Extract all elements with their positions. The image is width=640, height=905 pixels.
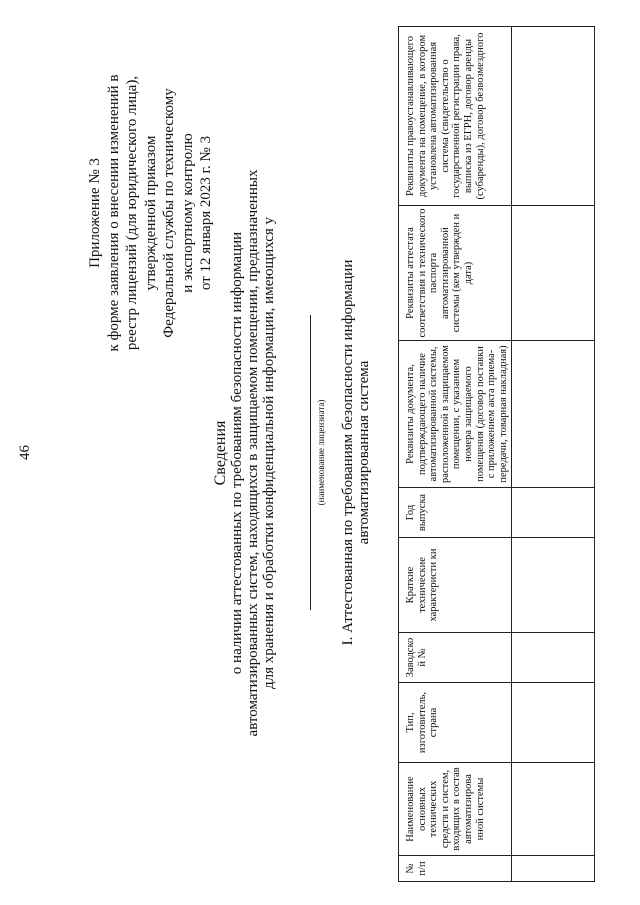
appendix-line: реестр лицензий (для юридического лица),: [124, 75, 140, 351]
table-header-row: [399, 27, 512, 882]
info-line: автоматизированных систем, находящихся в защищаемом помещении, предназначенных: [245, 169, 261, 737]
section-heading: [340, 0, 372, 905]
page-number: 46: [17, 445, 33, 460]
table-cell: [512, 633, 595, 683]
info-line: для хранения и обработки конфиденциальной информации, имеющихся у: [261, 216, 277, 690]
info-block: [213, 93, 277, 813]
section-heading-line: автоматизированная система: [356, 360, 372, 545]
table-cell: [512, 341, 595, 488]
appendix-line: Федеральной службы по техническому: [161, 88, 177, 338]
licensee-name-line: [310, 315, 311, 610]
column-header-ownership-document: Реквизиты документа, подтверждающего наличие автоматизированной системы, расположенной в защищаемом помещении, с указанием номера защищаемого помещения (договор поставки с приложением акта приема-передачи, товарная накладная): [399, 341, 512, 488]
table-cell: [512, 206, 595, 341]
table-cell: [512, 538, 595, 633]
licensee-caption: (наименование лицензиата): [316, 399, 326, 506]
table-cell: [512, 856, 595, 882]
column-header-serial-number: Заводской №: [399, 633, 512, 683]
table-cell: [512, 488, 595, 538]
column-header-number: № п/п: [399, 856, 512, 882]
appendix-line: к форме заявления о внесении изменений в: [105, 74, 122, 352]
column-header-year: Год выпуска: [399, 488, 512, 538]
table-row: [512, 27, 595, 882]
appendix-line: и экспортному контролю: [179, 133, 196, 293]
table-cell: [512, 763, 595, 856]
column-header-type-manufacturer: Тип, изготовитель, страна: [399, 683, 512, 763]
requisites-table: [398, 26, 595, 882]
column-header-premises-document: Реквизиты правоустанавливающего документа на помещение, в котором установлена автоматизированная система (свидетельство о государственной регистрации права, выписка из ЕГРН, договор аренды (субаренды), договор безвозмездного: [399, 27, 512, 206]
appendix-line: от 12 января 2023 г. № 3: [198, 135, 214, 291]
appendix-line: Приложение № 3: [87, 158, 103, 268]
column-header-specifications: Краткие технические характеристи ки: [399, 538, 512, 633]
appendix-line: утвержденной приказом: [142, 135, 159, 291]
column-header-certificate: Реквизиты аттестата соответствия и технического паспорта автоматизированной системы (кем утвержден и дата): [399, 206, 512, 341]
info-line: о наличии аттестованных по требованиям безопасности информации: [229, 231, 245, 675]
section-heading-line: I. Аттестованная по требованиям безопасности информации: [340, 259, 356, 646]
table-cell: [512, 27, 595, 206]
table-cell: [512, 683, 595, 763]
info-title: Сведения: [212, 420, 229, 486]
column-header-equipment-name: Наименование основных технических средств и систем, входящих в состав автоматизирова нной системы: [399, 763, 512, 856]
appendix-block: [86, 25, 216, 401]
